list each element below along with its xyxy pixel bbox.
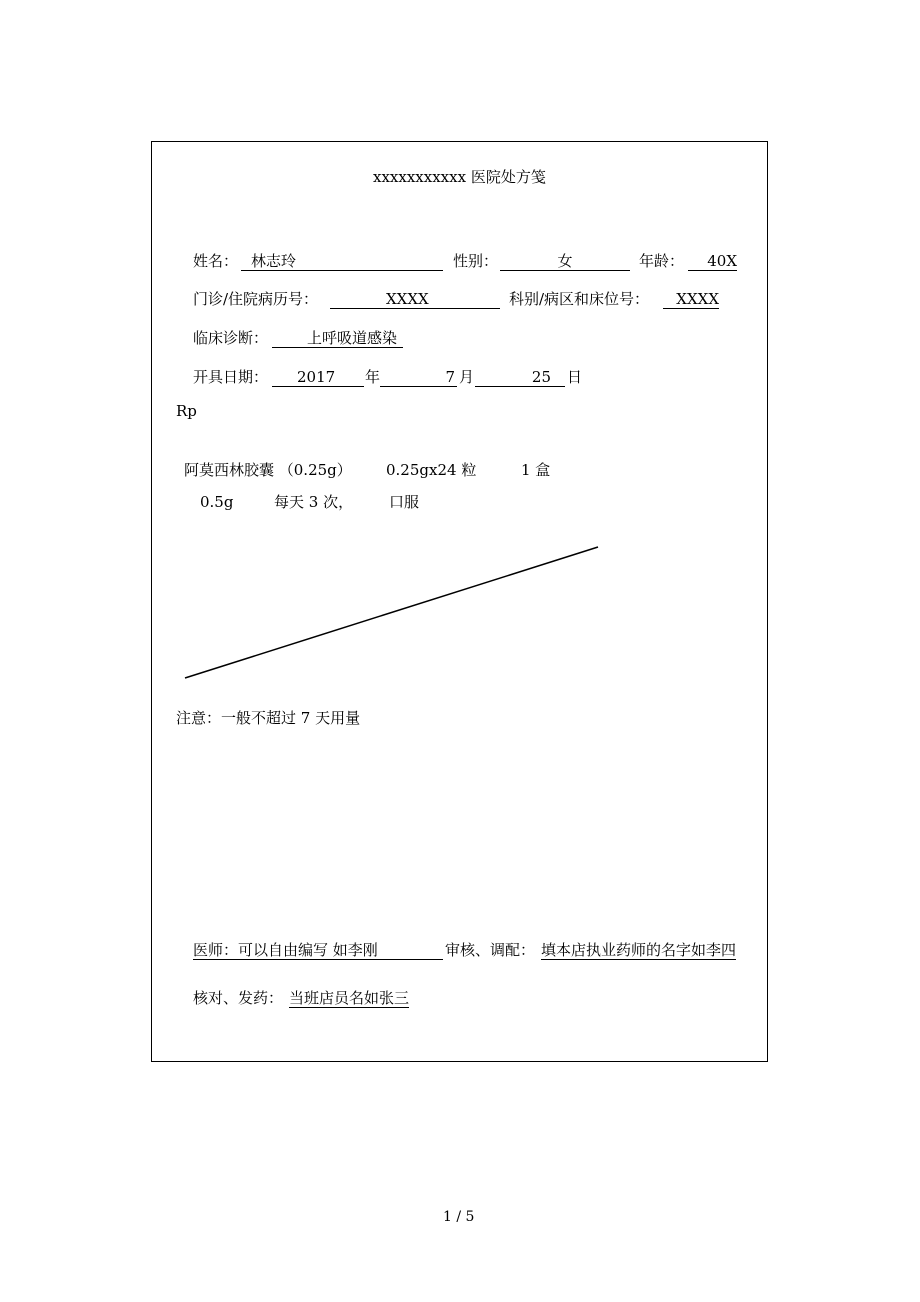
gender-label: 性别： xyxy=(453,252,499,270)
doctor-value: 可以自由编写 如李刚 xyxy=(238,941,378,959)
page-number: 1 / 5 xyxy=(443,1209,475,1225)
age-value: 40X xyxy=(707,252,737,270)
gender-value: 女 xyxy=(557,252,573,270)
date-month: 7 xyxy=(445,368,455,386)
drug-frequency: 每天 3 次， xyxy=(274,493,354,511)
doctor-label: 医师： xyxy=(193,941,239,959)
check-label: 核对、发药： xyxy=(193,989,284,1007)
doctor-field xyxy=(193,941,443,960)
dept-value: XXXX xyxy=(676,290,719,308)
date-day: 25 xyxy=(531,368,551,386)
diagnosis-value: 上呼吸道感染 xyxy=(307,329,398,347)
dept-label: 科别/病区和床位号： xyxy=(509,290,650,308)
drug-route: 口服 xyxy=(389,493,420,511)
date-day-unit: 日 xyxy=(567,368,583,386)
usage-note: 注意：一般不超过 7 天用量 xyxy=(176,709,361,727)
drug-name: 阿莫西林胶囊 （0.25g） xyxy=(184,461,352,479)
record-label: 门诊/住院病历号： xyxy=(193,290,319,308)
diagnosis-label: 临床诊断： xyxy=(193,329,269,347)
name-value: 林志玲 xyxy=(251,252,297,270)
review-label: 审核、调配： xyxy=(445,941,536,959)
age-label: 年龄： xyxy=(639,252,685,270)
drug-quantity: 1 盒 xyxy=(521,461,551,479)
check-value: 当班店员名如张三 xyxy=(289,989,410,1007)
record-value: XXXX xyxy=(386,290,429,308)
prescription-title: xxxxxxxxxxx 医院处方笺 xyxy=(373,168,546,186)
date-label: 开具日期： xyxy=(193,368,269,386)
review-value: 填本店执业药师的名字如李四 xyxy=(541,941,737,959)
rp-label: Rp xyxy=(176,402,197,420)
date-year: 2017 xyxy=(297,368,336,386)
drug-spec: 0.25gx24 粒 xyxy=(386,461,477,479)
drug-dose: 0.5g xyxy=(200,493,234,511)
name-label: 姓名： xyxy=(193,252,239,270)
date-month-unit: 月 xyxy=(459,368,475,386)
date-year-unit: 年 xyxy=(365,368,381,386)
